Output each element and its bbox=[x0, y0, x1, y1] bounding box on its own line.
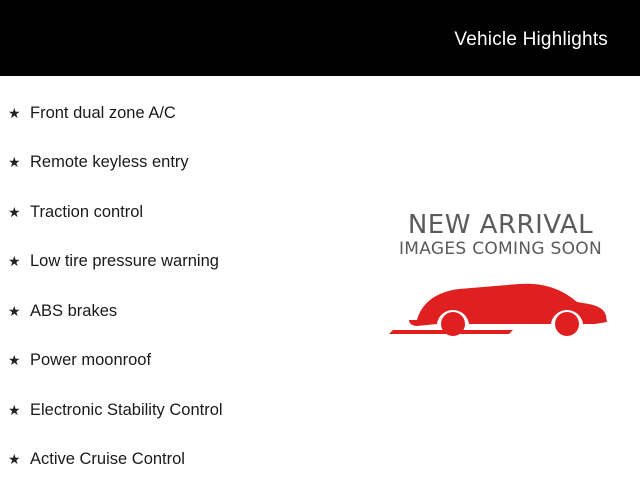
list-item bbox=[0, 237, 340, 287]
star-icon: ★ bbox=[8, 253, 21, 270]
car-silhouette-icon bbox=[383, 264, 618, 344]
vehicle-highlights-list bbox=[0, 88, 340, 480]
list-item bbox=[0, 88, 340, 138]
list-item bbox=[0, 385, 340, 435]
list-item bbox=[0, 336, 340, 386]
star-icon: ★ bbox=[8, 352, 21, 369]
highlight-label: Low tire pressure warning bbox=[30, 252, 219, 271]
highlight-label: ABS brakes bbox=[30, 301, 118, 320]
images-coming-soon-text: IMAGES COMING SOON bbox=[398, 239, 603, 259]
highlight-label: Power moonroof bbox=[30, 351, 152, 370]
star-icon: ★ bbox=[8, 104, 21, 121]
star-icon: ★ bbox=[8, 154, 21, 171]
highlight-label: Front dual zone A/C bbox=[30, 103, 176, 122]
star-icon: ★ bbox=[8, 401, 21, 418]
list-item bbox=[0, 435, 340, 480]
page-title: Vehicle Highlights bbox=[454, 29, 608, 50]
star-icon: ★ bbox=[8, 451, 21, 468]
star-icon: ★ bbox=[8, 203, 21, 220]
highlight-label: Active Cruise Control bbox=[30, 450, 185, 469]
highlight-label: Electronic Stability Control bbox=[30, 400, 223, 419]
list-item bbox=[0, 286, 340, 336]
header-bar bbox=[0, 0, 640, 76]
image-placeholder bbox=[383, 196, 618, 356]
highlight-label: Traction control bbox=[30, 202, 144, 221]
highlight-label: Remote keyless entry bbox=[30, 153, 189, 172]
list-item bbox=[0, 138, 340, 188]
star-icon: ★ bbox=[8, 302, 21, 319]
list-item bbox=[0, 187, 340, 237]
new-arrival-text: NEW ARRIVAL bbox=[407, 210, 594, 240]
